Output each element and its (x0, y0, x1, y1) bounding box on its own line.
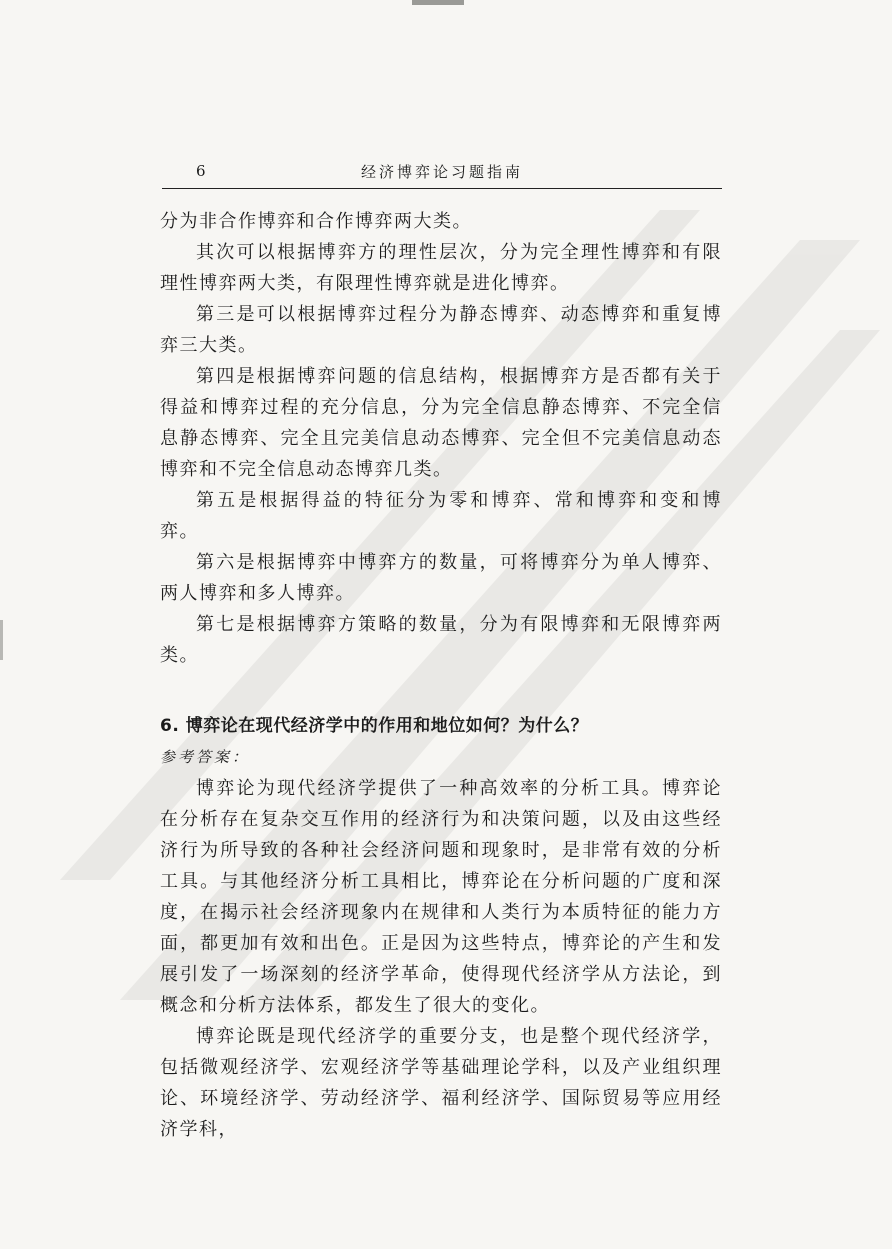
page-number: 6 (196, 162, 206, 180)
answer-paragraph: 博弈论既是现代经济学的重要分支，也是整个现代经济学，包括微观经济学、宏观经济学等基础理论学科，以及产业组织理论、环境经济学、劳动经济学、福利经济学、国际贸易等应用经济学科， (160, 1026, 722, 1140)
scan-edge-mark (412, 0, 464, 5)
page-body (160, 206, 722, 1145)
running-head (162, 160, 722, 189)
question-heading: 6. 博弈论在现代经济学中的作用和地位如何？为什么？ (160, 716, 589, 736)
paragraph: 第三是可以根据博弈过程分为静态博弈、动态博弈和重复博弈三大类。 (160, 304, 722, 356)
paragraph: 第四是根据博弈问题的信息结构，根据博弈方是否都有关于得益和博弈过程的充分信息，分为完全信息静态博弈、不完全信息静态博弈、完全且完美信息动态博弈、完全但不完美信息动态博弈和不完全信息动态博弈几类。 (160, 366, 722, 480)
book-title: 经济博弈论习题指南 (360, 163, 523, 181)
paragraph: 其次可以根据博弈方的理性层次，分为完全理性博弈和有限理性博弈两大类，有限理性博弈就是进化博弈。 (160, 242, 722, 294)
answer-paragraph: 博弈论为现代经济学提供了一种高效率的分析工具。博弈论在分析存在复杂交互作用的经济行为和决策问题，以及由这些经济行为所导致的各种社会经济问题和现象时，是非常有效的分析工具。与其他经济分析工具相比，博弈论在分析问题的广度和深度，在揭示社会经济现象内在规律和人类行为本质特征的能力方面，都更加有效和出色。正是因为这些特点，博弈论的产生和发展引发了一场深刻的经济学革命，使得现代经济学从方法论，到概念和分析方法体系，都发生了很大的变化。 (160, 778, 722, 1016)
paragraph: 分为非合作博弈和合作博弈两大类。 (160, 211, 472, 232)
paragraph: 第六是根据博弈中博弈方的数量，可将博弈分为单人博弈、两人博弈和多人博弈。 (160, 552, 722, 604)
paragraph: 第七是根据博弈方策略的数量，分为有限博弈和无限博弈两类。 (160, 614, 722, 666)
paragraph: 第五是根据得益的特征分为零和博弈、常和博弈和变和博弈。 (160, 490, 722, 542)
scan-edge-mark-left (0, 620, 3, 660)
answer-label: 参考答案： (160, 748, 251, 766)
